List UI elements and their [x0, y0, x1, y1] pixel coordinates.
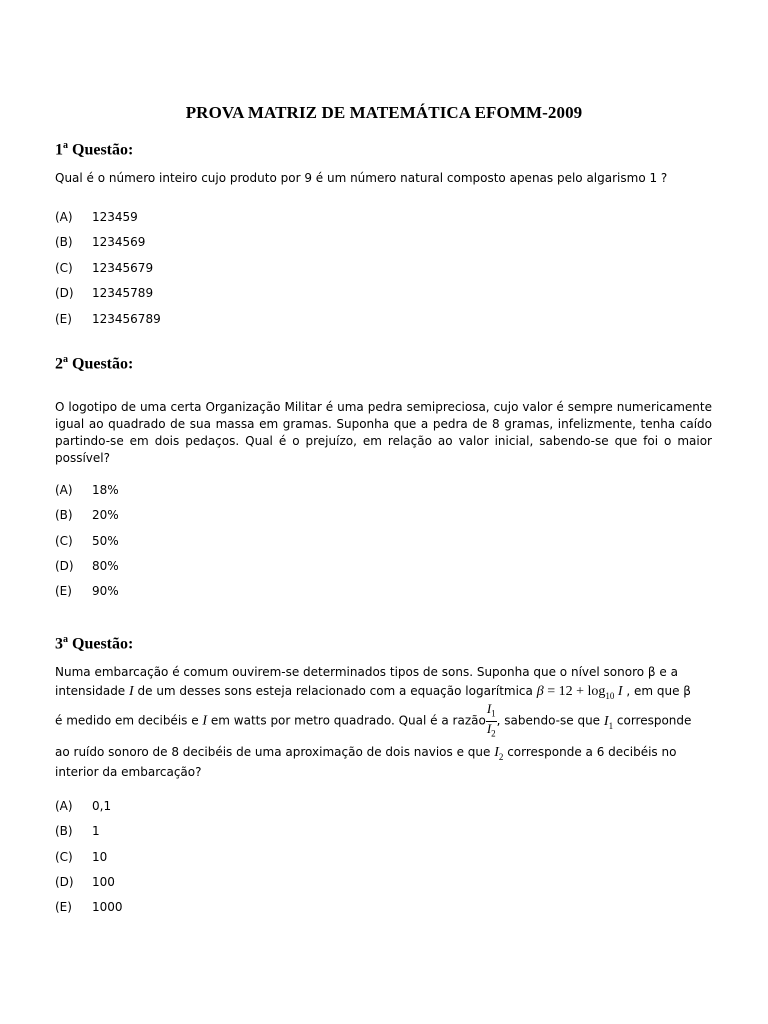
variable-i2: $I_2$: [494, 745, 504, 762]
option-letter: (E): [55, 312, 72, 326]
question-1-option-d: [55, 285, 153, 302]
equation: [537, 684, 623, 699]
option-letter: (C): [55, 534, 73, 548]
question-3-option-b: [55, 823, 100, 840]
question-1-option-c: [55, 260, 153, 277]
option-value: 10: [92, 850, 108, 864]
option-value: 123456789: [92, 312, 161, 326]
question-2-number: 2: [55, 355, 63, 373]
question-2-label: Questão:: [68, 355, 134, 373]
option-value: 100: [92, 875, 115, 889]
variable-i1: $I_1$: [603, 713, 614, 731]
option-value: 12345679: [92, 261, 154, 275]
question-2-ordinal: a: [63, 354, 68, 365]
question-3-line-3: [55, 702, 712, 740]
option-value: 12345789: [92, 286, 154, 300]
option-letter: (D): [55, 875, 74, 889]
text-fragment: ao ruído sonoro de 8 decibéis de uma aproximação de dois navios e que: [55, 745, 495, 759]
option-value: 80%: [92, 559, 119, 573]
equation-beta: β: [536, 684, 544, 699]
question-3-label: Questão:: [68, 635, 134, 653]
text-fragment: intensidade: [55, 684, 130, 698]
text-fragment: em watts por metro quadrado. Qual é a razão: [207, 713, 486, 728]
question-3-line-5: interior da embarcação?: [55, 765, 202, 779]
question-1-text: Qual é o número inteiro cujo produto por 9 é um número natural composto apenas pelo algarismo 1 ?: [55, 171, 668, 185]
question-1-option-b: [55, 234, 145, 251]
question-3-option-e: [55, 899, 123, 916]
fraction-numerator: $I_1$: [486, 702, 497, 722]
page-title: PROVA MATRIZ DE MATEMÁTICA EFOMM-2009: [185, 103, 583, 122]
equation-log-base: 10: [605, 690, 615, 701]
question-3-line-2: [55, 684, 712, 701]
option-letter: (B): [55, 235, 73, 249]
option-value: 18%: [92, 483, 119, 497]
question-2-option-e: [55, 583, 119, 600]
question-2-heading: [55, 354, 133, 373]
option-letter: (B): [55, 508, 73, 522]
question-3-line-1: Numa embarcação é comum ouvirem-se determinados tipos de sons. Suponha que o nível sonoro β e a: [55, 665, 678, 679]
equation-i: I: [614, 684, 623, 699]
text-fragment: , em que β: [622, 684, 691, 698]
question-2-option-c: [55, 533, 119, 550]
option-value: 20%: [92, 508, 119, 522]
option-letter: (C): [55, 261, 73, 275]
option-value: 1234569: [92, 235, 146, 249]
text-fragment: de um desses sons esteja relacionado com a equação logarítmica: [133, 684, 537, 698]
question-3-line-4: [55, 745, 712, 762]
option-letter: (E): [55, 584, 72, 598]
option-letter: (E): [55, 900, 72, 914]
fraction-denominator: $I_2$: [486, 720, 496, 739]
option-letter: (A): [55, 210, 73, 224]
option-value: 1: [92, 824, 100, 838]
question-1-option-e: [55, 311, 161, 328]
question-2-text: O logotipo de uma certa Organização Militar é uma pedra semipreciosa, cujo valor é sempre numericamente igual ao quadrado de sua massa em gramas. Suponha que a pedra de 8 gramas, infelizmente, tenha caído partindo-se em dois pedaços. Qual é o prejuízo, em relação ao valor inicial, sabendo-se que foi o maior possível?: [55, 400, 712, 465]
option-value: 1000: [92, 900, 123, 914]
text-fragment: corresponde a 6 decibéis no: [503, 745, 677, 759]
question-1-option-a: [55, 209, 138, 226]
question-3-ordinal: a: [63, 634, 68, 645]
question-3-option-a: [55, 798, 111, 815]
text-fragment: corresponde: [613, 713, 692, 728]
variable-i: I: [202, 713, 208, 729]
variable-i: I: [129, 684, 134, 699]
option-letter: (C): [55, 850, 73, 864]
option-value: 0,1: [92, 799, 112, 813]
option-value: 90%: [92, 584, 119, 598]
option-letter: (A): [55, 799, 73, 813]
question-3-number: 3: [55, 635, 63, 653]
option-letter: (D): [55, 559, 74, 573]
question-1-number: 1: [55, 141, 63, 159]
option-value: 50%: [92, 534, 119, 548]
text-fragment: , sabendo-se que: [496, 713, 604, 728]
question-2-option-d: [55, 558, 119, 575]
question-3-option-c: [55, 849, 107, 866]
option-letter: (B): [55, 824, 73, 838]
question-3-option-d: [55, 874, 115, 891]
text-fragment: é medido em decibéis e: [55, 713, 203, 728]
equation-middle: = 12 + log: [543, 684, 606, 699]
option-letter: (D): [55, 286, 74, 300]
fraction-i1-over-i2: [486, 702, 497, 740]
question-1-label: Questão:: [68, 141, 134, 159]
question-1-heading: [55, 140, 133, 159]
question-2-option-a: [55, 482, 119, 499]
question-3-heading: [55, 634, 133, 653]
question-2-option-b: [55, 507, 119, 524]
option-letter: (A): [55, 483, 73, 497]
question-1-ordinal: a: [63, 140, 68, 151]
option-value: 123459: [92, 210, 138, 224]
